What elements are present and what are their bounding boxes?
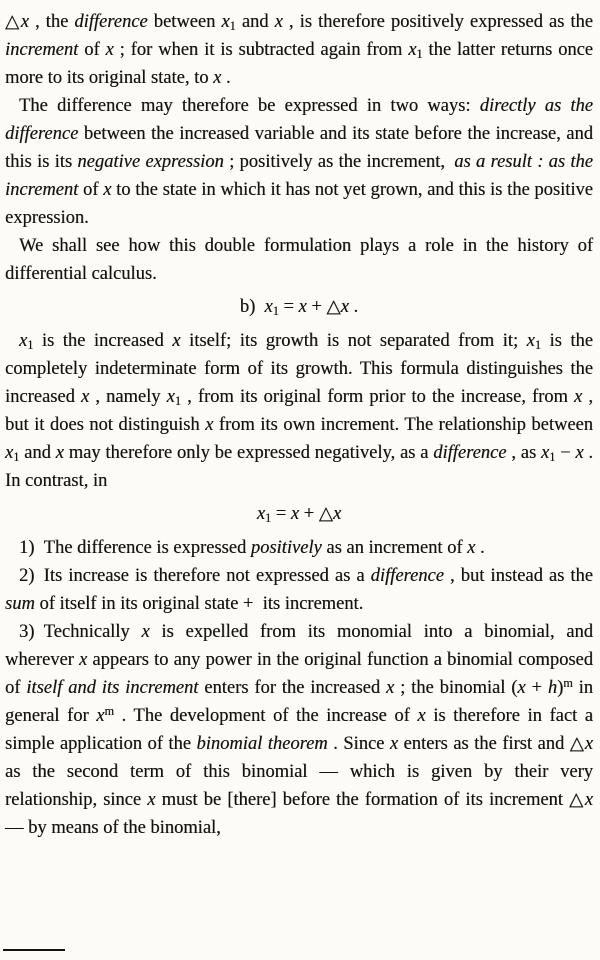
italic-run: x xyxy=(386,678,395,698)
italic-run: x xyxy=(172,331,181,351)
italic-run: sum xyxy=(5,594,35,614)
text-run: between xyxy=(147,12,222,32)
italic-run: x xyxy=(290,504,300,524)
subscript-run: 1 xyxy=(549,450,556,465)
text-run: ; positively as the increment, xyxy=(223,152,455,172)
text-run: may therefore only be expressed negatively, as a xyxy=(63,443,434,463)
italic-run: x xyxy=(584,734,593,754)
formula xyxy=(5,495,593,534)
italic-run: x xyxy=(332,504,342,524)
italic-run: x xyxy=(574,387,583,407)
text-run: = xyxy=(278,297,299,317)
text-run: . xyxy=(475,538,485,558)
text-run: b) xyxy=(239,297,265,317)
text-run: ) xyxy=(557,678,564,698)
text-run: + xyxy=(525,678,548,698)
italic-run: x xyxy=(5,443,14,463)
italic-run: x xyxy=(80,387,90,407)
italic-run: x xyxy=(298,297,307,317)
italic-run: x xyxy=(575,443,584,463)
italic-run: x xyxy=(274,12,283,32)
list-item xyxy=(5,534,593,562)
text-run: ; the binomial ( xyxy=(394,678,518,698)
italic-run: as a result : as the increment xyxy=(5,152,593,200)
italic-run: x xyxy=(147,790,156,810)
text-run: as an increment of xyxy=(321,538,468,558)
text-run: The difference may therefore be expressed in two ways: xyxy=(19,96,480,116)
italic-run: x xyxy=(584,790,593,810)
italic-run: difference xyxy=(433,443,507,463)
text-run: , but it does not distinguish xyxy=(5,387,593,435)
text-run: , is therefore positively expressed as the xyxy=(282,12,593,32)
text-run: of xyxy=(78,40,106,60)
italic-run: x xyxy=(213,68,222,88)
text-run: 3) Technically xyxy=(19,622,142,642)
subscript-run: 1 xyxy=(13,450,20,465)
italic-run: x xyxy=(264,297,273,317)
italic-run: increment xyxy=(5,40,79,60)
text-run: . In contrast, in xyxy=(5,443,594,491)
italic-run: x xyxy=(256,504,266,524)
text-run: 1) The difference is expressed xyxy=(19,538,251,558)
italic-run: negative expression xyxy=(77,152,224,172)
italic-run: directly as the difference xyxy=(5,96,593,144)
subscript-run: 1 xyxy=(27,338,34,353)
text-run: itself; its growth is not separated from it; xyxy=(180,331,527,351)
italic-run: x xyxy=(467,538,476,558)
paragraph xyxy=(5,327,593,495)
text-run: − xyxy=(555,443,576,463)
italic-run: itself and its increment xyxy=(26,678,199,698)
italic-run: x xyxy=(103,180,112,200)
italic-run: x xyxy=(517,678,526,698)
text-run: from its own increment. The relationship between xyxy=(213,415,594,435)
text-run: the latter returns once more to its original state, to xyxy=(5,40,593,88)
list-item xyxy=(5,618,593,842)
text-run: of xyxy=(78,180,104,200)
italic-run: x xyxy=(20,12,29,32)
paragraph xyxy=(5,232,593,288)
italic-run: x xyxy=(105,40,114,60)
text-run: and xyxy=(19,443,56,463)
subscript-run: 1 xyxy=(265,511,272,526)
italic-run: positively xyxy=(250,538,322,558)
subscript-run: 1 xyxy=(174,394,181,409)
text-run: must be [there] before the formation of its increment △ xyxy=(155,790,585,810)
italic-run: x xyxy=(55,443,64,463)
text-run: . Since xyxy=(327,734,390,754)
italic-run: x xyxy=(526,331,535,351)
document-body xyxy=(5,8,593,842)
text-run: , but instead as the xyxy=(443,566,593,586)
list-item xyxy=(5,562,593,618)
superscript-run: m xyxy=(563,675,573,690)
text-run: △ xyxy=(5,12,21,32)
text-run: + △ xyxy=(299,504,333,524)
italic-run: x xyxy=(540,443,550,463)
italic-run: difference xyxy=(370,566,444,586)
text-run: We shall see how this double formulation plays a role in the history of differential calculus. xyxy=(5,236,593,284)
text-run: , as xyxy=(506,443,541,463)
paragraph xyxy=(5,92,593,232)
text-run: , the xyxy=(28,12,75,32)
italic-run: x xyxy=(166,387,175,407)
text-run: . The development of the increase of xyxy=(113,706,418,726)
subscript-run: 1 xyxy=(534,338,541,353)
text-run: as the second term of this binomial — which is given by their very relationship, since xyxy=(5,762,593,810)
text-run: — by means of the binomial, xyxy=(5,818,221,838)
subscript-run: 1 xyxy=(272,304,279,319)
italic-run: x xyxy=(408,40,417,60)
italic-run: x xyxy=(19,331,28,351)
subscript-run: 1 xyxy=(416,47,423,62)
italic-run: x xyxy=(417,706,426,726)
text-run: . xyxy=(348,297,359,317)
text-run: is therefore in fact a simple application of the xyxy=(5,706,594,754)
italic-run: x xyxy=(340,297,349,317)
text-run: = xyxy=(271,504,291,524)
italic-run: x xyxy=(221,12,230,32)
italic-run: x xyxy=(78,650,88,670)
text-run: to the state in which it has not yet grown, and this is the positive expression. xyxy=(5,180,593,228)
subscript-run: 1 xyxy=(229,19,236,34)
text-run: in general for xyxy=(5,678,593,726)
text-run: is expelled from its monomial into a binomial, and wherever xyxy=(5,622,593,670)
italic-run: x xyxy=(141,622,150,642)
superscript-run: m xyxy=(104,703,114,718)
text-run: . xyxy=(221,68,231,88)
paragraph xyxy=(5,8,593,92)
italic-run: x xyxy=(205,415,214,435)
text-run: appears to any power in the original function a binomial composed of xyxy=(5,650,593,698)
text-run: between the increased variable and its state before the increase, and this is its xyxy=(5,124,593,172)
text-run: and xyxy=(235,12,275,32)
text-run: is the completely indeterminate form of its growth. This formula distinguishes the increased xyxy=(5,331,593,407)
text-run: enters for the increased xyxy=(198,678,386,698)
text-run: + △ xyxy=(306,297,341,317)
italic-run: x xyxy=(96,706,105,726)
italic-run: h xyxy=(547,678,558,698)
italic-run: binomial theorem xyxy=(196,734,328,754)
text-run: , namely xyxy=(89,387,167,407)
italic-run: x xyxy=(389,734,399,754)
text-run: , from its original form prior to the increase, from xyxy=(180,387,575,407)
italic-run: difference xyxy=(74,12,148,32)
text-run: ; for when it is subtracted again from xyxy=(113,40,409,60)
text-run: 2) Its increase is therefore not expressed as a xyxy=(19,566,371,586)
text-run: enters as the first and △ xyxy=(398,734,585,754)
formula xyxy=(5,288,593,327)
text-run: is the increased xyxy=(33,331,173,351)
footnote-rule xyxy=(3,949,65,951)
text-run: of itself in its original state + its increment. xyxy=(34,594,364,614)
